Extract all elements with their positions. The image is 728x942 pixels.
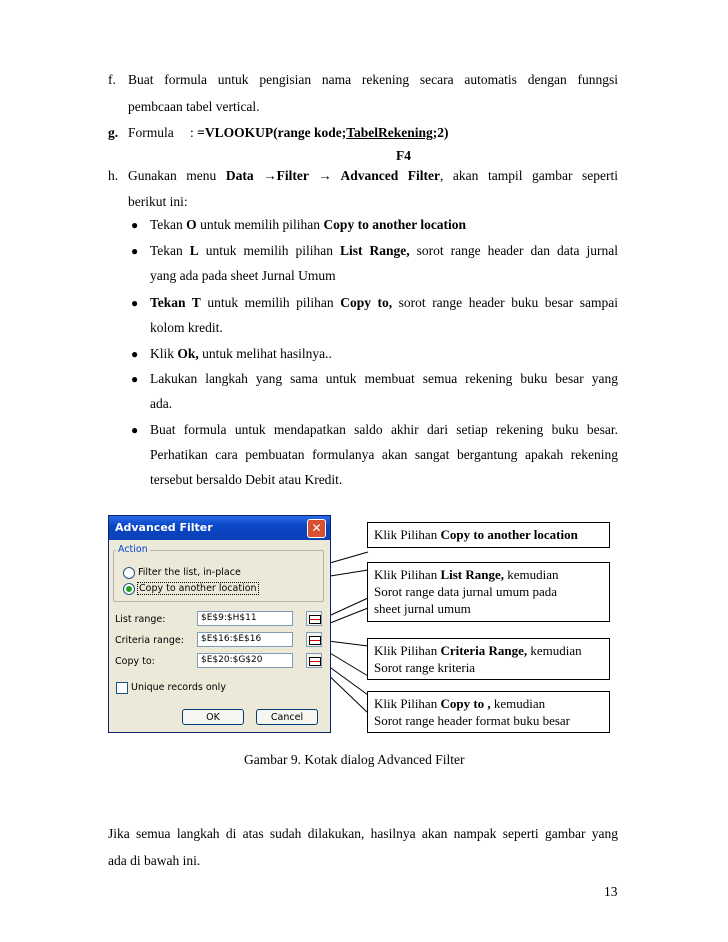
dialog-title: Advanced Filter (115, 521, 213, 534)
list-range-input[interactable]: $E$9:$H$11 (197, 611, 293, 626)
bullet-4: Klik Ok, untuk melihat hasilnya.. (150, 346, 332, 361)
page-number: 13 (604, 884, 618, 899)
callout-copy-to: Klik Pilihan Copy to , kemudian Sorot range header format buku besar (367, 691, 610, 733)
bullet-2-line2: yang ada pada sheet Jurnal Umum (150, 268, 336, 283)
criteria-range-label: Criteria range: (115, 635, 184, 646)
radio-filter-in-place-label: Filter the list, in-place (138, 567, 241, 578)
item-f-marker: f. (108, 72, 116, 87)
copy-to-input[interactable]: $E$20:$G$20 (197, 653, 293, 668)
item-h-marker: h. (108, 168, 119, 183)
range-select-icon (309, 615, 321, 624)
copy-to-collapse-button[interactable] (306, 653, 322, 668)
range-select-icon (309, 657, 321, 666)
criteria-range-input[interactable]: $E$16:$E$16 (197, 632, 293, 647)
callout-criteria-range: Klik Pilihan Criteria Range, kemudian Sorot range kriteria (367, 638, 610, 680)
advanced-filter-dialog (108, 515, 331, 733)
bullet-5-line2: ada. (150, 396, 173, 411)
radio-copy-to-location-label: Copy to another location (139, 583, 257, 594)
callout-list-range: Klik Pilihan List Range, kemudian Sorot range data jurnal umum pada sheet jurnal umum (367, 562, 610, 622)
bullet-1: Tekan O untuk memilih pilihan Copy to another location (150, 217, 467, 232)
item-g-formula: : =VLOOKUP(range kode;TabelRekening;2) (190, 125, 449, 140)
close-icon[interactable]: ✕ (307, 519, 326, 538)
bullet-dot: ● (131, 347, 139, 361)
bullet-dot: ● (131, 244, 139, 258)
item-f-line2: pembcaan tabel vertical. (128, 99, 260, 114)
item-h-line2: berikut ini: (128, 194, 188, 209)
bullet-dot: ● (131, 372, 139, 386)
bullet-6-line3: tersebut bersaldo Debit atau Kredit. (150, 472, 343, 487)
item-g-marker: g. (108, 125, 119, 140)
unique-records-label: Unique records only (131, 682, 226, 693)
list-range-label: List range: (115, 614, 166, 625)
copy-to-label: Copy to: (115, 656, 155, 667)
item-g-key: F4 (396, 148, 411, 163)
unique-records-checkbox[interactable] (116, 682, 128, 694)
bullet-2-line1: Tekan L untuk memilih pilihan List Range, sorot range header dan data jurnal (150, 243, 618, 258)
radio-filter-in-place[interactable] (123, 567, 135, 579)
item-h-line1: Gunakan menu Data →Filter → Advanced Filter, akan tampil gambar seperti (128, 168, 618, 183)
closing-line2: ada di bawah ini. (108, 853, 201, 868)
criteria-range-collapse-button[interactable] (306, 632, 322, 647)
item-g-label: Formula (128, 125, 174, 140)
bullet-6-line2: Perhatikan cara pembuatan formulanya akan sangat bergantung apakah rekening (150, 447, 618, 462)
action-group-label: Action (118, 544, 148, 555)
dialog-titlebar[interactable] (109, 516, 330, 540)
figure-caption: Gambar 9. Kotak dialog Advanced Filter (244, 752, 465, 767)
bullet-6-line1: Buat formula untuk mendapatkan saldo akhir dari setiap rekening buku besar. (150, 422, 618, 437)
closing-line1: Jika semua langkah di atas sudah dilakukan, hasilnya akan nampak seperti gambar yang (108, 826, 618, 841)
item-f-line1: Buat formula untuk pengisian nama rekening secara automatis dengan funngsi (128, 72, 618, 87)
bullet-3-line2: kolom kredit. (150, 320, 223, 335)
range-select-icon (309, 636, 321, 645)
ok-button[interactable]: OK (182, 709, 244, 725)
list-range-collapse-button[interactable] (306, 611, 322, 626)
bullet-5-line1: Lakukan langkah yang sama untuk membuat semua rekening buku besar yang (150, 371, 618, 386)
callout-copy-to-location: Klik Pilihan Copy to another location (367, 522, 610, 548)
bullet-dot: ● (131, 423, 139, 437)
cancel-button[interactable]: Cancel (256, 709, 318, 725)
bullet-dot: ● (131, 296, 139, 310)
radio-copy-to-location[interactable] (123, 583, 135, 595)
bullet-3-line1: Tekan T untuk memilih pilihan Copy to, sorot range header buku besar sampai (150, 295, 618, 310)
bullet-dot: ● (131, 218, 139, 232)
